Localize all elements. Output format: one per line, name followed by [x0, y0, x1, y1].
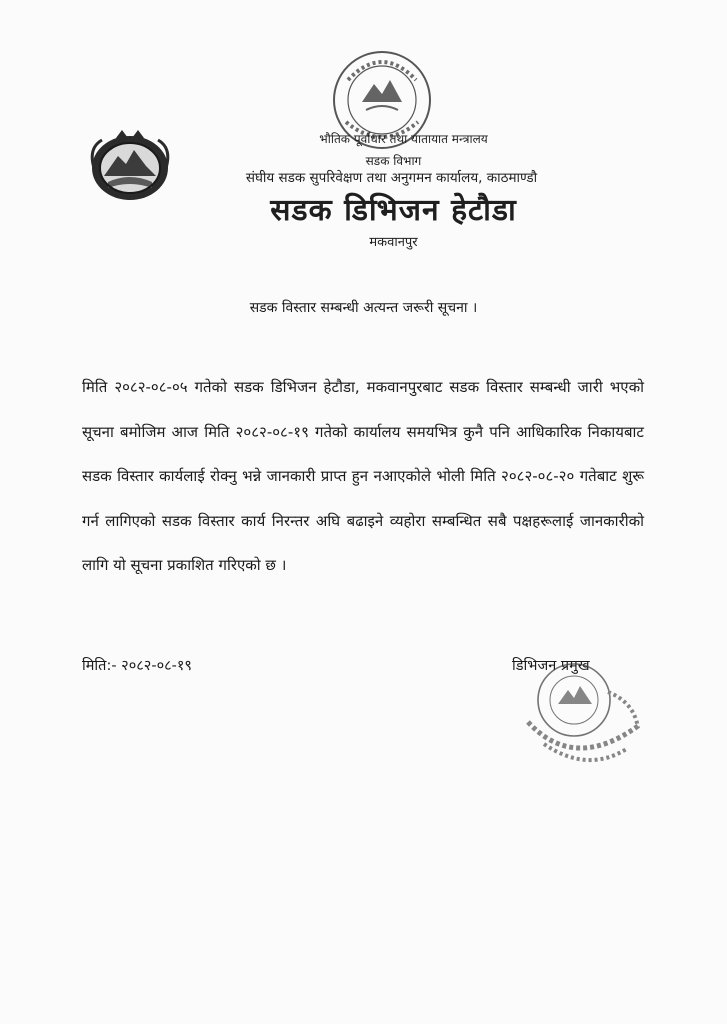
office-stamp	[508, 652, 658, 782]
notice-subject: सडक विस्तार सम्बन्धी अत्यन्त जरूरी सूचना ।	[249, 300, 478, 316]
department-name: सडक विभाग	[365, 154, 422, 168]
notice-body: मिति २०८२-०८-०५ गतेको सडक डिभिजन हेटौडा, मकवानपुरबाट सडक विस्तार सम्बन्धी जारी भएको सूचना बमोजिम आज मिति २०८२-०८-१९ गतेको कार्यालय समयभित्र कुनै पनि आधिकारिक निकायबाट सडक विस्तार कार्यलाई रोक्नु भन्ने जानकारी प्राप्त हुन नआएकोले भोली मिति २०८२-०८-२० गतेबाट शुरू गर्न लागिएको सडक विस्तार कार्य निरन्तर अघि बढाइने व्यहोरा सम्बन्धित सबै पक्षहरूलाई जानकारीको लागि यो सूचना प्रकाशित गरिएको छ ।	[82, 378, 644, 574]
office-name: संघीय सडक सुपरिवेक्षण तथा अनुगमन कार्यालय, काठमाण्डौ	[245, 170, 538, 186]
ministry-name: भौतिक पूर्वाधार तथा यातायात मन्त्रालय	[319, 132, 488, 146]
signatory-title: डिभिजन प्रमुख	[512, 658, 590, 674]
notice-date: मिति:- २०८२-०८-१९	[82, 658, 192, 674]
division-title: सडक डिभिजन हेटौडा	[270, 193, 517, 228]
district-name: मकवानपुर	[369, 235, 418, 250]
